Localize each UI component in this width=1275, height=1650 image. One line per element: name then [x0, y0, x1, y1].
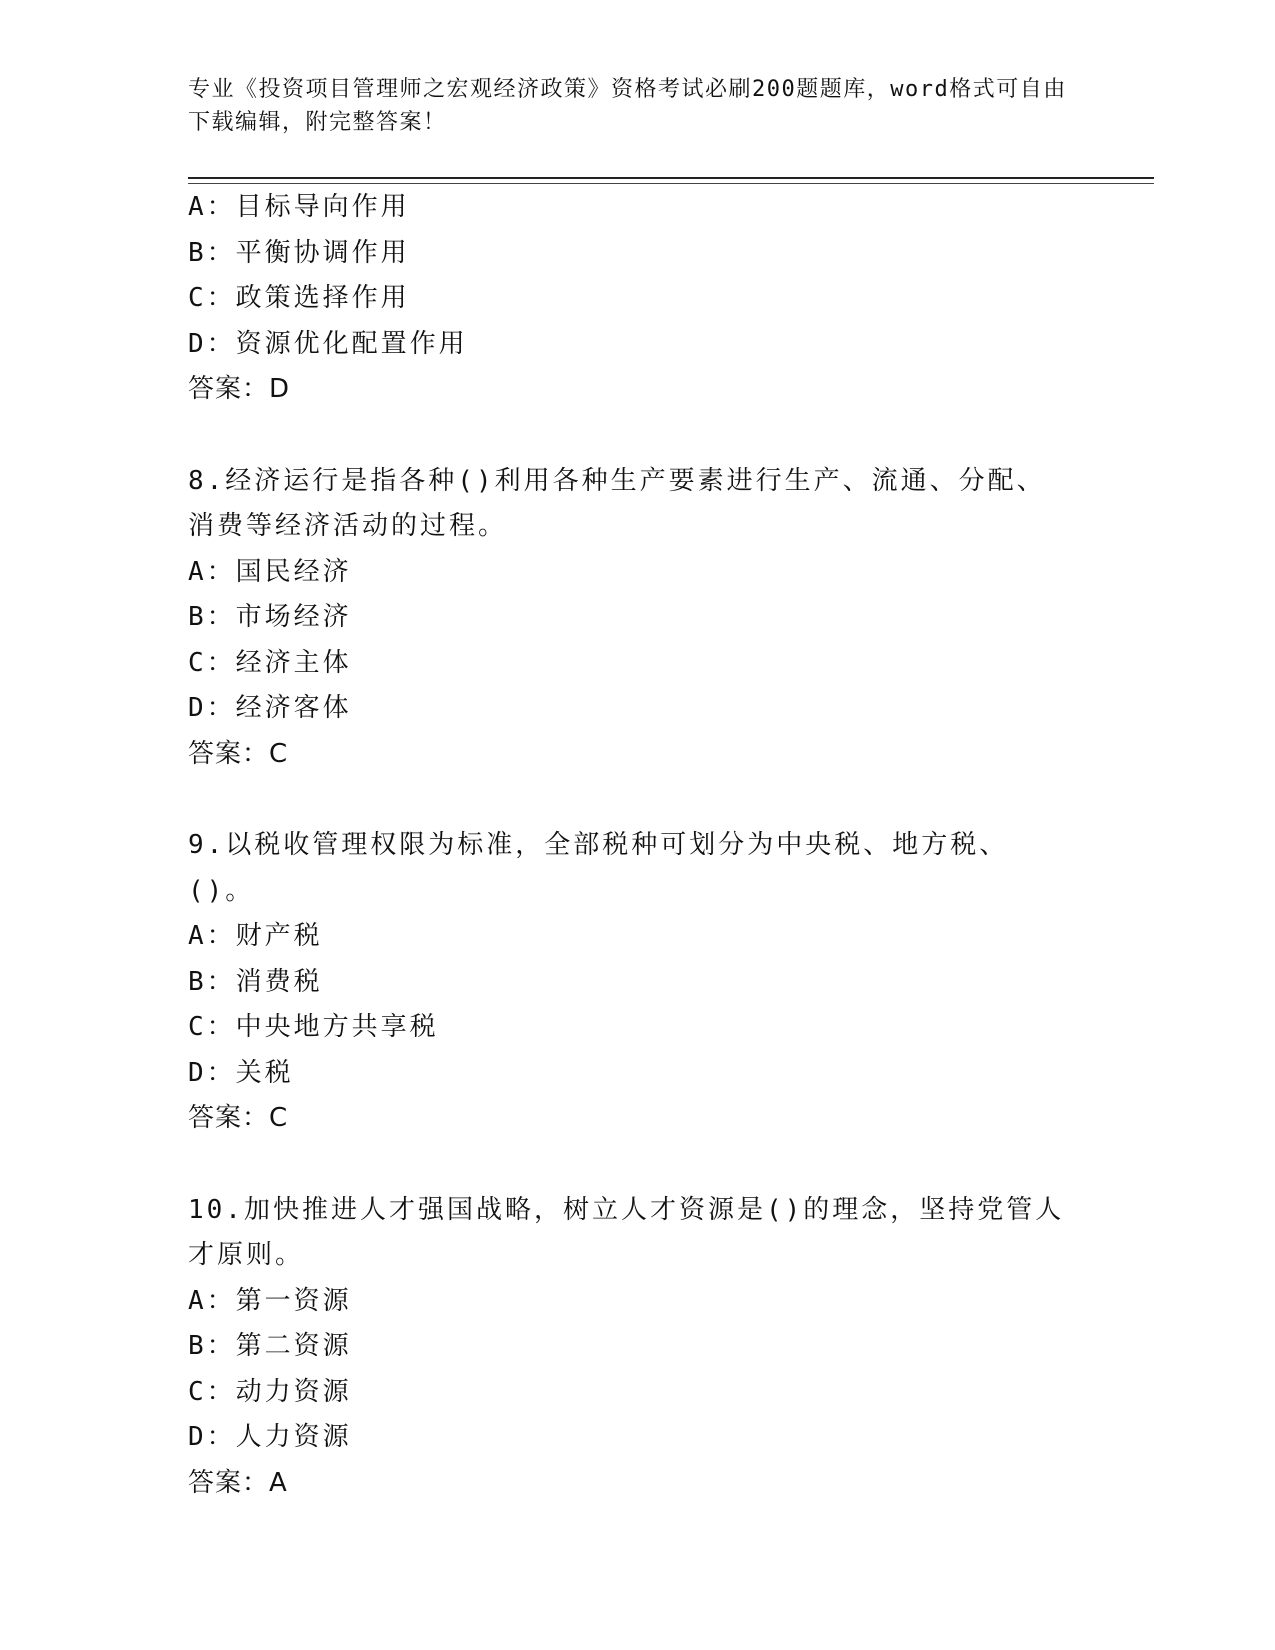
answer-line: 答案：D — [188, 374, 291, 404]
answer-line: 答案：C — [188, 1103, 289, 1133]
option-d: D：经济客体 — [188, 693, 352, 723]
question-list — [188, 185, 1088, 1506]
header-divider-thin — [188, 183, 1154, 184]
option-b: B：第二资源 — [188, 1331, 352, 1361]
option-a: A：第一资源 — [188, 1285, 352, 1316]
option-b: B：市场经济 — [188, 602, 352, 632]
option-d: D：关税 — [188, 1057, 294, 1088]
question-block-10 — [188, 1188, 1088, 1507]
question-text: 10.加快推进人才强国战略，树立人才资源是()的理念，坚持党管人才原则。 — [188, 1194, 1065, 1270]
option-a: A：国民经济 — [188, 556, 352, 587]
option-c: C：经济主体 — [188, 647, 352, 678]
question-block-9 — [188, 823, 1088, 1142]
question-text: 8.经济运行是指各种()利用各种生产要素进行生产、流通、分配、消费等经济活动的过程。 — [188, 465, 1046, 541]
option-a: A：财产税 — [188, 921, 323, 951]
option-d: D：人力资源 — [188, 1422, 352, 1452]
header-divider-thick — [188, 177, 1154, 179]
option-b: B：平衡协调作用 — [188, 237, 410, 268]
question-block-8 — [188, 459, 1088, 778]
question-text: 9.以税收管理权限为标准，全部税种可划分为中央税、地方税、()。 — [188, 830, 1009, 906]
option-a: A：目标导向作用 — [188, 192, 410, 222]
option-c: C：动力资源 — [188, 1376, 352, 1407]
option-c: C：政策选择作用 — [188, 283, 410, 313]
block-spacer — [188, 1142, 1088, 1188]
answer-line: 答案：C — [188, 738, 289, 769]
answer-line: 答案：A — [188, 1467, 288, 1498]
option-c: C：中央地方共享税 — [188, 1012, 439, 1042]
question-block-7 — [188, 185, 1088, 413]
option-b: B：消费税 — [188, 966, 323, 997]
option-d: D：资源优化配置作用 — [188, 328, 468, 359]
document-title: 专业《投资项目管理师之宏观经济政策》资格考试必刷200题题库，word格式可自由下载编辑，附完整答案！ — [188, 77, 1067, 135]
block-spacer — [188, 777, 1088, 823]
block-spacer — [188, 413, 1088, 459]
